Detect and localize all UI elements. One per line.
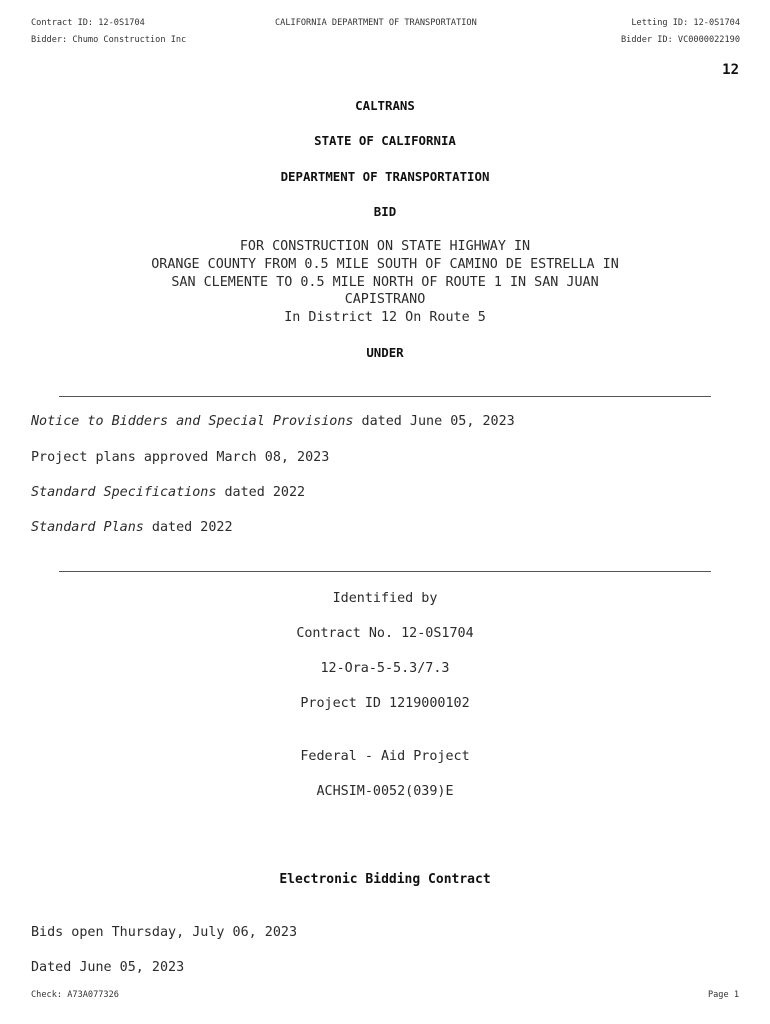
project-description: [0, 238, 770, 327]
contract-id-header: Contract ID: 12-0S1704: [31, 18, 145, 28]
specs-title: Standard Specifications: [31, 485, 217, 500]
title-department: DEPARTMENT OF TRANSPORTATION: [280, 169, 490, 184]
identified-by: Identified by: [332, 591, 438, 606]
federal-aid-project: Federal - Aid Project: [300, 749, 470, 764]
electronic-bidding-heading: Electronic Bidding Contract: [279, 872, 491, 887]
notice-to-bidders-line: [31, 414, 515, 429]
location-code: 12-Ora-5-5.3/7.3: [320, 661, 450, 676]
project-plans-line: Project plans approved March 08, 2023: [31, 450, 330, 465]
agency-header: CALIFORNIA DEPARTMENT OF TRANSPORTATION: [275, 18, 477, 28]
divider: [59, 571, 711, 572]
description-line: FOR CONSTRUCTION ON STATE HIGHWAY IN: [239, 239, 531, 254]
title-state: STATE OF CALIFORNIA: [314, 133, 456, 148]
std-plans-date: dated 2022: [143, 520, 233, 535]
description-line: In District 12 On Route 5: [284, 310, 486, 326]
dated-line: Dated June 05, 2023: [31, 960, 185, 975]
page-footer: Page 1: [707, 990, 739, 1000]
notice-title: Notice to Bidders and Special Provisions: [31, 414, 354, 429]
title-bid: BID: [373, 204, 397, 219]
standard-plans-line: [31, 520, 233, 535]
contract-number: Contract No. 12-0S1704: [296, 626, 474, 641]
title-caltrans: CALTRANS: [355, 98, 415, 113]
standard-specifications-line: [31, 485, 305, 500]
bids-open-date: Bids open Thursday, July 06, 2023: [31, 925, 298, 940]
divider: [59, 396, 711, 397]
description-line: SAN CLEMENTE TO 0.5 MILE NORTH OF ROUTE 1 IN SAN JUAN: [171, 274, 599, 290]
std-plans-title: Standard Plans: [31, 520, 144, 535]
federal-project-number: ACHSIM-0052(039)E: [316, 784, 454, 799]
specs-date: dated 2022: [216, 485, 306, 500]
letting-id-header: Letting ID: 12-0S1704: [631, 18, 740, 28]
check-code-footer: Check: A73A077326: [31, 990, 119, 1000]
description-line: ORANGE COUNTY FROM 0.5 MILE SOUTH OF CAMINO DE ESTRELLA IN: [151, 256, 619, 272]
project-id: Project ID 1219000102: [300, 696, 470, 711]
under-heading: UNDER: [366, 345, 404, 360]
page-number: 12: [722, 62, 739, 78]
notice-date: dated June 05, 2023: [353, 414, 515, 429]
bidder-name-header: Bidder: Chumo Construction Inc: [31, 35, 187, 45]
description-line: CAPISTRANO: [344, 292, 426, 308]
bidder-id-header: Bidder ID: VC0000022190: [621, 35, 740, 45]
